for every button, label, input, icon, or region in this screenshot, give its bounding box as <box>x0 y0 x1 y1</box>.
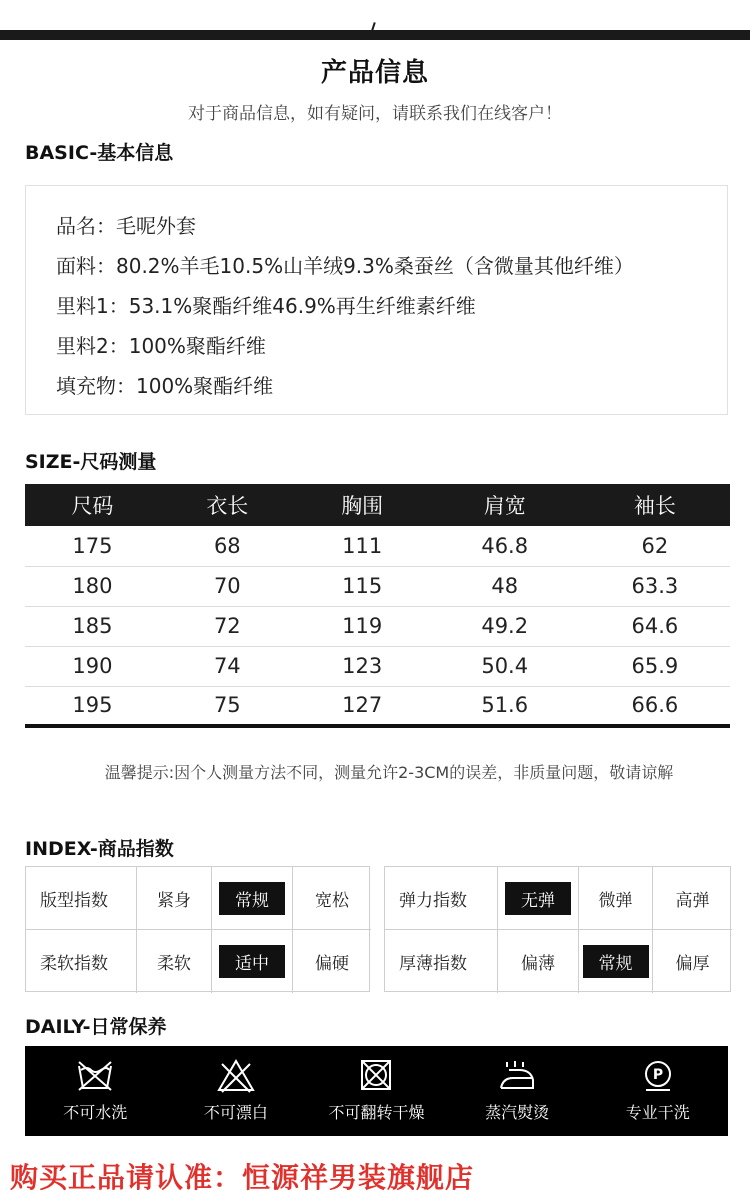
table-cell: 75 <box>213 693 241 718</box>
filling-line: 填充物：100%聚酯纤维 <box>56 374 274 398</box>
index-option-selected: 适中 <box>212 930 293 993</box>
index-option: 宽松 <box>293 867 371 930</box>
table-cell: 66.6 <box>631 693 679 718</box>
care-label: 蒸汽熨烫 <box>485 1103 550 1122</box>
column-header: 衣长 <box>160 484 295 526</box>
index-option: 偏厚 <box>675 954 710 974</box>
table-cell: 195 <box>72 693 113 718</box>
table-cell: 62 <box>580 526 730 566</box>
table-cell: 74 <box>160 646 295 686</box>
basic-section-heading: BASIC-基本信息 <box>25 142 174 164</box>
index-panel-left <box>25 866 370 992</box>
steam-iron-icon <box>497 1058 537 1094</box>
care-item-steam-iron <box>447 1046 588 1136</box>
table-row <box>25 606 730 646</box>
table-cell: 65.9 <box>580 646 730 686</box>
column-header: 尺码 <box>25 484 160 526</box>
table-cell: 123 <box>295 646 430 686</box>
index-option: 高弹 <box>653 867 732 930</box>
table-cell: 175 <box>25 526 160 566</box>
lining1-line: 里料1：53.1%聚酯纤维46.9%再生纤维素纤维 <box>56 294 476 318</box>
table-cell: 111 <box>295 526 430 566</box>
table-cell: 63.3 <box>580 566 730 606</box>
index-option: 偏硬 <box>315 954 349 974</box>
size-table-header-row <box>25 484 730 526</box>
basic-info-box <box>25 185 728 415</box>
index-label: 版型指数 <box>26 867 137 930</box>
table-cell: 49.2 <box>430 606 580 646</box>
care-label: 不可漂白 <box>203 1103 268 1122</box>
page-title: 产品信息 <box>320 58 429 88</box>
table-row <box>25 646 730 686</box>
dry-clean-icon <box>638 1058 678 1094</box>
care-label: 不可翻转干燥 <box>328 1103 425 1122</box>
no-tumble-dry-icon <box>356 1058 396 1094</box>
index-option: 偏薄 <box>498 930 579 993</box>
authentic-store-notice: 购买正品请认准：恒源祥男装旗舰店 <box>10 1161 475 1194</box>
index-option-selected: 无弹 <box>498 867 579 930</box>
table-row <box>25 526 730 566</box>
table-cell: 48 <box>430 566 580 606</box>
index-section-heading: INDEX-商品指数 <box>25 838 174 860</box>
index-label: 柔软指数 <box>26 930 137 993</box>
no-bleach-icon <box>216 1058 256 1094</box>
daily-section-heading: DAILY-日常保养 <box>25 1016 167 1038</box>
svg-text:P: P <box>652 1067 663 1083</box>
table-cell: 185 <box>25 606 160 646</box>
index-option-selected: 常规 <box>579 930 653 993</box>
table-cell: 180 <box>25 566 160 606</box>
top-divider-bar <box>0 30 750 40</box>
care-item-dry-clean <box>587 1046 728 1136</box>
index-option: 柔软 <box>137 930 212 993</box>
page-subtitle: 对于商品信息，如有疑问，请联系我们在线客户！ <box>188 104 562 124</box>
product-name-line: 品名：毛呢外套 <box>56 214 196 238</box>
column-header: 肩宽 <box>430 484 580 526</box>
table-cell: 51.6 <box>481 693 529 718</box>
table-cell: 50.4 <box>430 646 580 686</box>
size-section-heading: SIZE-尺码测量 <box>25 451 157 473</box>
column-header: 胸围 <box>295 484 430 526</box>
care-item-no-bleach <box>166 1046 307 1136</box>
table-cell: 115 <box>295 566 430 606</box>
index-option-selected: 常规 <box>212 867 293 930</box>
index-panel-right <box>384 866 731 992</box>
index-option: 微弹 <box>579 867 653 930</box>
table-cell: 70 <box>160 566 295 606</box>
table-cell: 72 <box>160 606 295 646</box>
table-cell: 68 <box>160 526 295 566</box>
care-item-no-wash <box>25 1046 166 1136</box>
table-cell: 119 <box>295 606 430 646</box>
table-row <box>25 566 730 606</box>
no-wash-icon <box>75 1058 115 1094</box>
table-cell: 127 <box>342 693 383 718</box>
column-header: 袖长 <box>580 484 730 526</box>
size-table <box>25 484 730 728</box>
table-cell: 46.8 <box>430 526 580 566</box>
index-label: 弹力指数 <box>385 867 498 930</box>
fabric-line: 面料：80.2%羊毛10.5%山羊绒9.3%桑蚕丝（含微量其他纤维） <box>56 254 634 278</box>
care-label: 专业干洗 <box>625 1103 690 1122</box>
measurement-notice: 温馨提示:因个人测量方法不同，测量允许2-3CM的误差，非质量问题，敬请谅解 <box>104 763 674 782</box>
index-label: 厚薄指数 <box>385 930 498 993</box>
table-cell: 190 <box>25 646 160 686</box>
lining2-line: 里料2：100%聚酯纤维 <box>56 334 266 358</box>
care-label: 不可水洗 <box>63 1103 128 1122</box>
table-cell: 64.6 <box>580 606 730 646</box>
care-item-no-tumble-dry <box>306 1046 447 1136</box>
care-instructions-bar <box>25 1046 728 1136</box>
table-row <box>25 686 730 726</box>
index-option: 紧身 <box>137 867 212 930</box>
